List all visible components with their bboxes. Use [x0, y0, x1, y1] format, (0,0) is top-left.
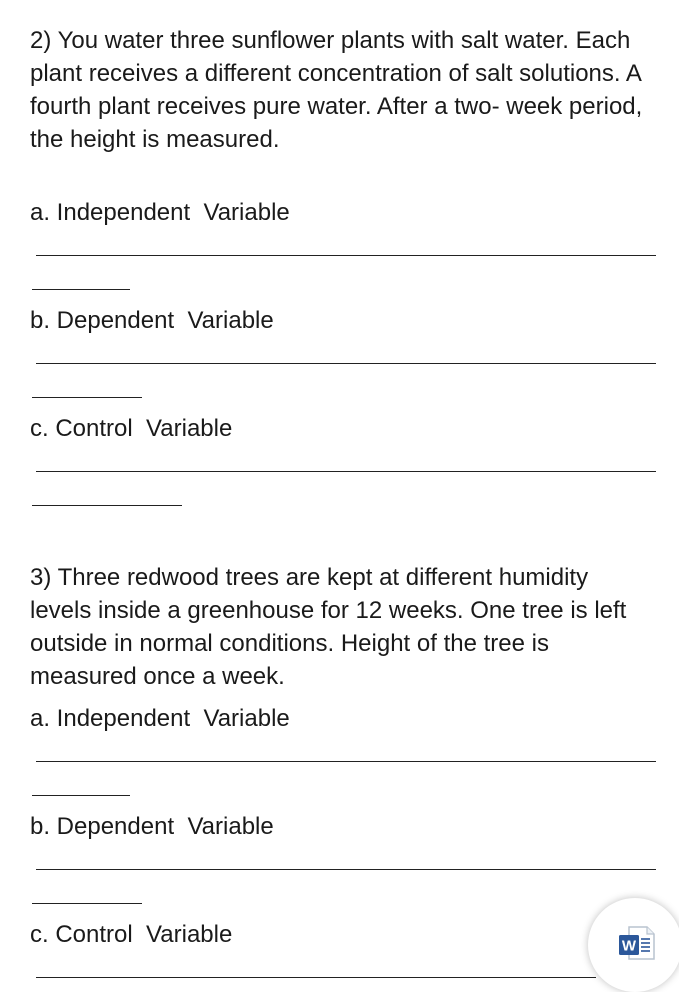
- question-3-text: 3) Three redwood trees are kept at different humidity levels inside a greenhouse for 12 weeks. One tree is left outside in normal conditions. Height of the tree is measured once a week.: [30, 564, 627, 690]
- q3-control-variable-label: c. Control Variable: [30, 921, 233, 948]
- q2-dependent-answer-line: [36, 363, 656, 364]
- q2-independent-variable-label: a. Independent Variable: [30, 199, 290, 226]
- q3-independent-answer-line-short: [32, 795, 130, 796]
- word-document-icon: [617, 923, 657, 963]
- q3-dependent-answer-line: [36, 869, 656, 870]
- q2-dependent-answer-line-short: [32, 397, 142, 398]
- q2-control-answer-line: [36, 471, 656, 472]
- question-2-text: 2) You water three sunflower plants with salt water. Each plant receives a different concentration of salt solutions. A fourth plant receives pure water. After a two- week period, the height is measured.: [30, 27, 643, 153]
- q2-control-variable-label: c. Control Variable: [30, 415, 233, 442]
- word-attachment-button[interactable]: [588, 898, 679, 992]
- q3-control-answer-line: [36, 977, 596, 978]
- q3-dependent-answer-line-short: [32, 903, 142, 904]
- q2-independent-answer-line-short: [32, 289, 130, 290]
- q3-dependent-variable-label: b. Dependent Variable: [30, 813, 274, 840]
- q2-dependent-variable-label: b. Dependent Variable: [30, 307, 274, 334]
- word-icon-letter: W: [621, 937, 637, 955]
- q2-independent-answer-line: [36, 255, 656, 256]
- q3-independent-answer-line: [36, 761, 656, 762]
- q3-independent-variable-label: a. Independent Variable: [30, 705, 290, 732]
- q2-control-answer-line-short: [32, 505, 182, 506]
